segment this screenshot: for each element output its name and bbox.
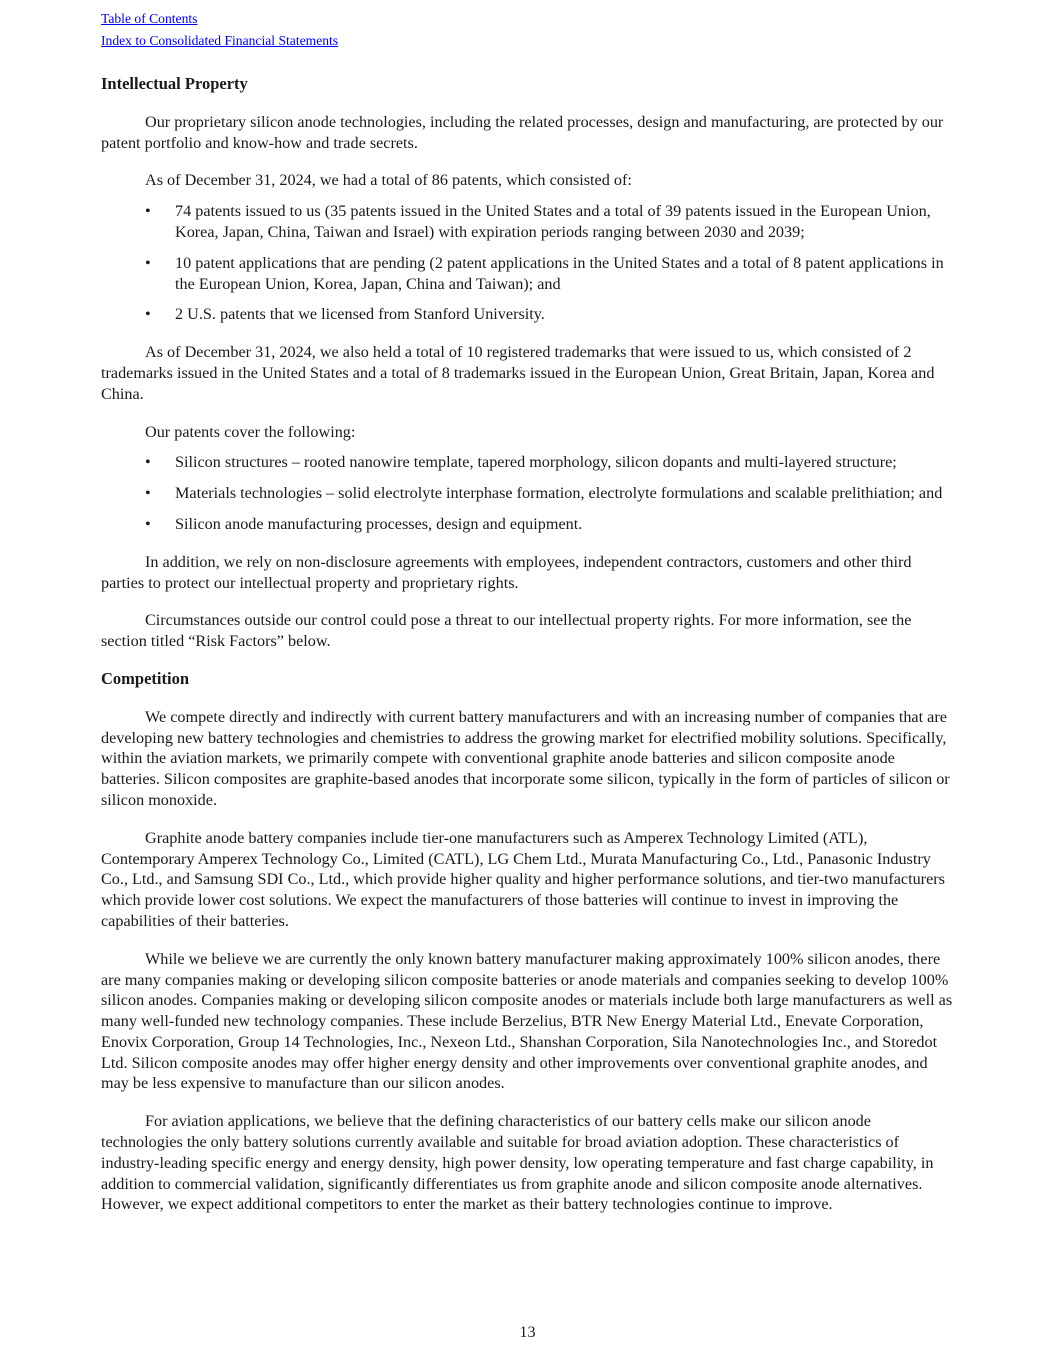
paragraph: We compete directly and indirectly with current battery manufacturers and with an increasing number of companies that are developing new battery technologies and chemistries to address the growing market for electrified mobility solutions. Specifically, within the aviation markets, we primarily compete with conventional graphite anode batteries and silicon composite anode batteries. Silicon composites are graphite-based anodes that incorporate some silicon, typically in the form of particles of silicon or silicon monoxide. (101, 707, 950, 809)
list-item (101, 201, 953, 243)
list-item-text: 74 patents issued to us (35 patents issued in the United States and a total of 39 patents issued in the European Union, Korea, Japan, China, Taiwan and Israel) with expiration periods ranging between 2030 and 2039; (175, 202, 931, 241)
document-page (101, 8, 953, 1215)
patent-coverage-list (101, 452, 953, 534)
bullet-icon: • (145, 202, 151, 221)
list-item (101, 452, 953, 473)
list-item-text: 10 patent applications that are pending (2 patent applications in the United States and a total of 8 patent applications in the European Union, Korea, Japan, China and Taiwan); and (175, 253, 944, 293)
list-item-text: Materials technologies – solid electrolyte interphase formation, electrolyte formulations and scalable prelithiation; and (175, 484, 943, 503)
list-item (101, 514, 953, 535)
bullet-icon: • (145, 305, 151, 324)
bullet-icon: • (145, 253, 151, 272)
paragraph: Graphite anode battery companies include tier-one manufacturers such as Amperex Technology Limited (ATL), Contemporary Amperex Technology Co., Limited (CATL), LG Chem Ltd., Murata Manufacturing Co., Ltd., Panasonic Industry Co., Ltd., and Samsung SDI Co., Ltd., which provide higher quality and higher performance solutions, and tier-two manufacturers which provide lower cost solutions. We expect the manufacturers of those batteries will continue to invest in improving the capabilities of their batteries. (101, 828, 945, 930)
list-item (101, 483, 953, 504)
paragraph: As of December 31, 2024, we had a total of 86 patents, which consisted of: (145, 171, 632, 190)
competition-heading: Competition (101, 668, 189, 688)
table-of-contents-link[interactable]: Table of Contents (101, 11, 198, 26)
intellectual-property-heading: Intellectual Property (101, 74, 248, 93)
list-item-text: Silicon anode manufacturing processes, design and equipment. (175, 514, 583, 533)
list-item (101, 304, 953, 325)
list-item-text: Silicon structures – rooted nanowire template, tapered morphology, silicon dopants and multi-layered structure; (175, 453, 897, 472)
paragraph: As of December 31, 2024, we also held a total of 10 registered trademarks that were issued to us, which consisted of 2 trademarks issued in the United States and a total of 8 trademarks issued in the European Union, Great Britain, Japan, Korea and China. (101, 343, 935, 403)
paragraph: In addition, we rely on non-disclosure agreements with employees, independent contractors, customers and other third parties to protect our intellectual property and proprietary rights. (101, 552, 912, 592)
paragraph: While we believe we are currently the only known battery manufacturer making approximately 100% silicon anodes, there are many companies making or developing silicon composite batteries or anode materials and companies seeking to develop 100% silicon anodes. Companies making or developing silicon composite anodes or materials include both large manufacturers as well as many well-funded new technology companies. These include Berzelius, BTR New Energy Material Ltd., Enevate Corporation, Enovix Corporation, Group 14 Technologies, Inc., Nexeon Ltd., Shanshan Corporation, Sila Nanotechnologies Inc., and Storedot Ltd. Silicon composite anodes may offer higher energy density and other improvements over conventional graphite anodes, and may be less expensive to manufacture than our silicon anodes. (101, 949, 953, 1093)
index-financial-statements-link[interactable]: Index to Consolidated Financial Statements (101, 33, 339, 48)
paragraph: For aviation applications, we believe that the defining characteristics of our battery cells make our silicon anode technologies the only battery solutions currently available and suitable for broad aviation adoption. These characteristics of industry-leading specific energy and energy density, high power density, low operating temperature and fast charge capability, in addition to commercial validation, significantly differentiates us from graphite anode and silicon composite anode alternatives. However, we expect additional competitors to enter the market as their battery technologies continue to improve. (101, 1112, 934, 1214)
paragraph: Circumstances outside our control could pose a threat to our intellectual property rights. For more information, see the section titled “Risk Factors” below. (101, 611, 912, 651)
patent-list (101, 201, 953, 325)
paragraph: Our proprietary silicon anode technologies, including the related processes, design and manufacturing, are protected by our patent portfolio and know-how and trade secrets. (101, 112, 944, 152)
bullet-icon: • (145, 484, 151, 503)
list-item-text: 2 U.S. patents that we licensed from Stanford University. (175, 305, 545, 324)
bullet-icon: • (145, 514, 151, 533)
page-number: 13 (519, 1323, 536, 1341)
bullet-icon: • (145, 453, 151, 472)
nav-links (101, 8, 953, 52)
paragraph: Our patents cover the following: (145, 422, 356, 441)
list-item (101, 253, 953, 295)
